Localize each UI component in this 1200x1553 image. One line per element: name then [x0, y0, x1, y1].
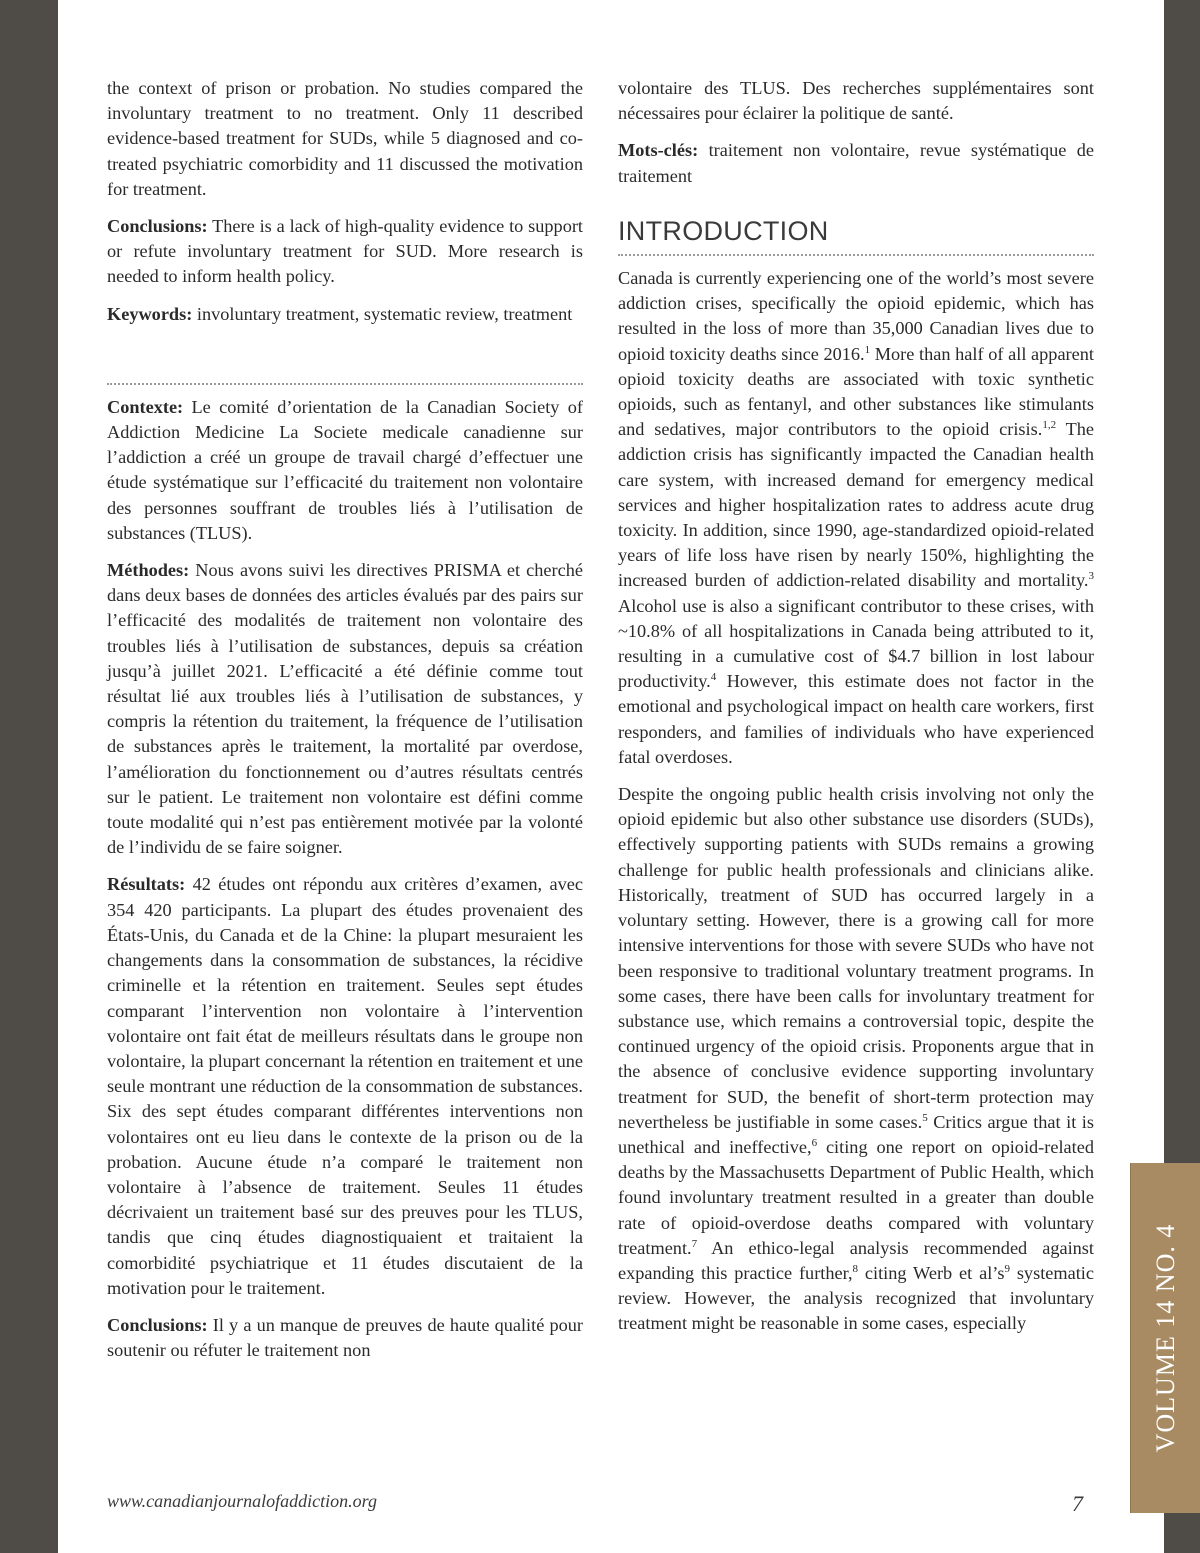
abstract-results-end: the context of prison or probation. No studies compared the involuntary treatment to no treatment. Only 11 described evidence-based treatment for SUDs, while 5 diagnosed and co-treated psychiatric comorbidity and 11 discussed the motivation for treatment. [107, 78, 583, 199]
methodes-label: Méthodes: [107, 560, 190, 581]
conclusions-paragraph [107, 214, 583, 290]
abstract-divider [107, 383, 583, 385]
motscles-text: traitement non volontaire, revue systématique de traitement [618, 140, 1094, 186]
motscles-paragraph [618, 138, 1094, 188]
contexte-text: Le comité d’orientation de la Canadian Society of Addiction Medicine La Societe medicale canadienne sur l’addiction a créé un groupe de travail chargé d’effectuer une étude systématique sur l’efficacité du traitement non volontaire des personnes souffrant de troubles liés à l’utilisation de substances (TLUS). [107, 396, 583, 543]
keywords-paragraph [107, 302, 583, 327]
methodes-text: Nous avons suivi les directives PRISMA et cherché dans deux bases de données des articles évalués par des pairs sur l’efficacité des modalités de traitement non volontaire des troubles liés à l’utilisation de substances, depuis sa création jusqu’à juillet 2021. L’efficacité a été définie comme tout résultat lié aux troubles liés à l’utilisation de substances, y compris la rétention du traitement, la fréquence de l’utilisation de substances après le traitement, la mortalité par overdose, l’amélioration du fonctionnement ou d’autres résultats centrés sur le patient. Le traitement non volontaire est défini comme toute modalité qui n’est pas entièrement motivée par la volonté de l’individu de se faire soigner. [107, 560, 583, 858]
citation-ref: 1,2 [1042, 419, 1057, 432]
intro-text: However, this estimate does not factor in the emotional and psychological impact on health care workers, first responders, and families of individuals who have experienced fatal overdoses. [618, 671, 1094, 767]
citation-ref: 4 [710, 671, 717, 684]
intro-text: Despite the ongoing public health crisis involving not only the opioid epidemic but also other substance use disorders (SUDs), effectively supporting patients with SUDs remains a growing challenge for public health professionals and clinicians alike. Historically, treatment of SUD has occurred largely in a voluntary setting. However, there is a growing call for more intensive interventions for those with severe SUDs who have not been responsive to traditional voluntary treatment programs. In some cases, there have been calls for involuntary treatment for substance use, which remains a controversial topic, despite the continued urgency of the opioid crisis. Proponents argue that in the absence of conclusive evidence supporting involuntary treatment for SUD, the benefit of short-term protection may nevertheless be justifiable in some cases. [618, 784, 1094, 1132]
page-number: 7 [1072, 1491, 1083, 1516]
keywords-label: Keywords: [107, 303, 193, 324]
intro-text: Critics argue that it is unethical and ineffective, [618, 1111, 1094, 1157]
contexte-paragraph [107, 395, 583, 546]
citation-ref: 1 [864, 343, 871, 356]
resume-conclusions-end: volontaire des TLUS. Des recherches supplémentaires sont nécessaires pour éclairer la politique de santé. [618, 78, 1094, 124]
left-column [107, 76, 583, 1375]
citation-ref: 7 [691, 1237, 698, 1250]
footer-website-link[interactable]: www.canadianjournalofaddiction.org [107, 1491, 378, 1511]
motscles-label: Mots-clés: [618, 140, 699, 161]
resultats-label: Résultats: [107, 874, 186, 895]
intro-text: Alcohol use is also a significant contributor to these crises, with ~10.8% of all hospitalizations in Canada being attributed to it, resulting in a cumulative cost of $4.7 billion in lost labour productivity. [618, 595, 1094, 692]
methodes-paragraph [107, 558, 583, 860]
intro-text: citing one report on opioid-related deaths by the Massachusetts Department of Public Health, which found involuntary treatment resulted in a greater than double rate of opioid-overdose deaths compared with voluntary treatment. [618, 1136, 1094, 1258]
resultats-text: 42 études ont répondu aux critères d’examen, avec 354 420 participants. La plupart des études provenaient des États-Unis, du Canada et de la Chine: la plupart mesuraient les changements dans la consommation de substances, la récidive criminelle et la rétention en traitement. Seules sept études comparant l’intervention non volontaire à l’intervention volontaire ont fait état de meilleurs résultats dans le groupe non volontaire, la plupart concernant la rétention en traitement et une seule montrant une réduction de la consommation de substances. Six des sept études comparant différentes interventions non volontaires ont eu lieu dans le contexte de la prison ou de la probation. Aucune étude n’a comparé le traitement non volontaire à l’absence de traitement. Seules 11 études décrivaient un traitement basé sur des preuves pour les TLUS, tandis que cinq études diagnostiquaient et traitaient la comorbidité psychiatrique et 11 études discutaient de la motivation pour le traitement. [107, 874, 583, 1298]
contexte-label: Contexte: [107, 396, 184, 417]
citation-ref: 6 [811, 1136, 818, 1149]
intro-text: An ethico-legal analysis recommended against expanding this practice further, [618, 1237, 1094, 1283]
volume-label: VOLUME 14 NO. 4 [1151, 1223, 1180, 1453]
conclusions-text: There is a lack of high-quality evidence to support or refute involuntary treatment for SUD. More research is needed to inform health policy. [107, 216, 583, 287]
conclusions-fr-text: Il y a un manque de preuves de haute qualité pour soutenir ou réfuter le traitement non [107, 1314, 583, 1361]
conclusions-label: Conclusions: [107, 216, 208, 237]
intro-text: The addiction crisis has significantly impacted the Canadian health care system, with increased demand for emergency medical services and higher hospitalization rates to address acute drug toxicity. In addition, since 1990, age-standardized opioid-related years of life loss have risen by nearly 150%, highlighting the increased burden of addiction-related disability and mortality. [618, 419, 1094, 591]
conclusions-fr-label: Conclusions: [107, 1314, 208, 1335]
right-column [618, 76, 1094, 1349]
intro-text: Canada is currently experiencing one of the world’s most severe addiction crises, specifically the opioid epidemic, which has resulted in the loss of more than 35,000 Canadian lives due to opioid toxicity deaths since 2016. [618, 268, 1094, 364]
citation-ref: 8 [852, 1262, 859, 1275]
citation-ref: 9 [1004, 1262, 1010, 1275]
intro-paragraph-2 [618, 782, 1094, 1336]
intro-text: More than half of all apparent opioid toxicity deaths are associated with toxic synthetic opioids, such as fentanyl, and other substances like stimulants and sedatives, major contributors to the opioid crisis. [618, 343, 1094, 440]
intro-text: systematic review. However, the analysis recognized that involuntary treatment might be reasonable in some cases, especially [618, 1262, 1094, 1334]
resultats-paragraph [107, 872, 583, 1300]
citation-ref: 5 [922, 1111, 928, 1124]
conclusions-fr-paragraph [107, 1313, 583, 1363]
introduction-divider [618, 254, 1094, 256]
intro-paragraph-1 [618, 266, 1094, 770]
introduction-heading: INTRODUCTION [618, 215, 829, 246]
citation-ref: 3 [1088, 570, 1094, 583]
intro-text: citing Werb et al’s [858, 1262, 1005, 1283]
left-border-bar [0, 0, 58, 1553]
keywords-text: involuntary treatment, systematic review, treatment [192, 303, 573, 324]
volume-tab [1130, 1163, 1200, 1513]
